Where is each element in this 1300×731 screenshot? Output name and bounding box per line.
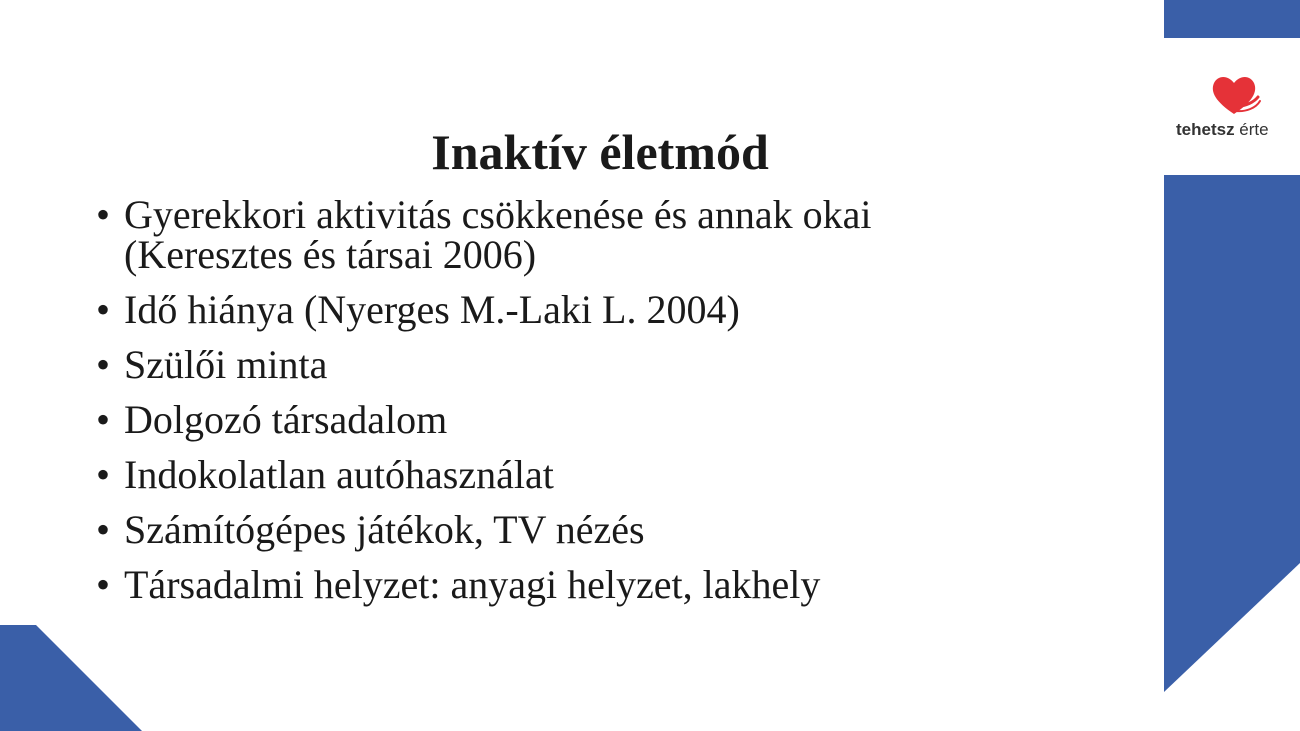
bullet-marker: • <box>96 507 111 552</box>
bullet-marker: • <box>96 562 111 607</box>
bullet-marker: • <box>96 452 111 497</box>
bullet-text: Szülői minta <box>124 342 328 387</box>
list-item <box>96 342 1136 387</box>
logo-wordmark <box>1176 120 1292 140</box>
bullet-text: Dolgozó társadalom <box>124 397 448 442</box>
bullet-marker: • <box>96 287 111 332</box>
list-item <box>96 287 1136 332</box>
brand-logo <box>1176 70 1292 142</box>
bullet-text: Számítógépes játékok, TV nézés <box>124 507 645 552</box>
logo-text-regular: érte <box>1234 120 1269 139</box>
bullet-marker: • <box>96 342 111 387</box>
list-item <box>96 192 1136 277</box>
bullet-text: Gyerekkori aktivitás csökkenése és annak okai <box>124 192 872 237</box>
bullet-text-continuation: (Keresztes és társai 2006) <box>124 232 537 277</box>
bullet-text: Idő hiánya (Nyerges M.-Laki L. 2004) <box>124 287 740 332</box>
top-right-blue-block <box>1164 0 1300 38</box>
bullet-list <box>96 192 1136 620</box>
bullet-marker: • <box>96 397 111 442</box>
right-blue-band <box>1164 175 1300 692</box>
heart-icon <box>1176 70 1292 120</box>
list-item <box>96 452 1136 497</box>
bullet-text: Társadalmi helyzet: anyagi helyzet, lakhely <box>124 562 821 607</box>
list-item <box>96 397 1136 442</box>
list-item <box>96 507 1136 552</box>
bullet-text: Indokolatlan autóhasználat <box>124 452 554 497</box>
bullet-marker: • <box>96 192 111 237</box>
logo-text-bold: tehetsz <box>1176 120 1235 139</box>
slide-title: Inaktív életmód <box>431 123 769 180</box>
bottom-left-blue-triangle <box>0 625 142 731</box>
list-item <box>96 562 1136 607</box>
